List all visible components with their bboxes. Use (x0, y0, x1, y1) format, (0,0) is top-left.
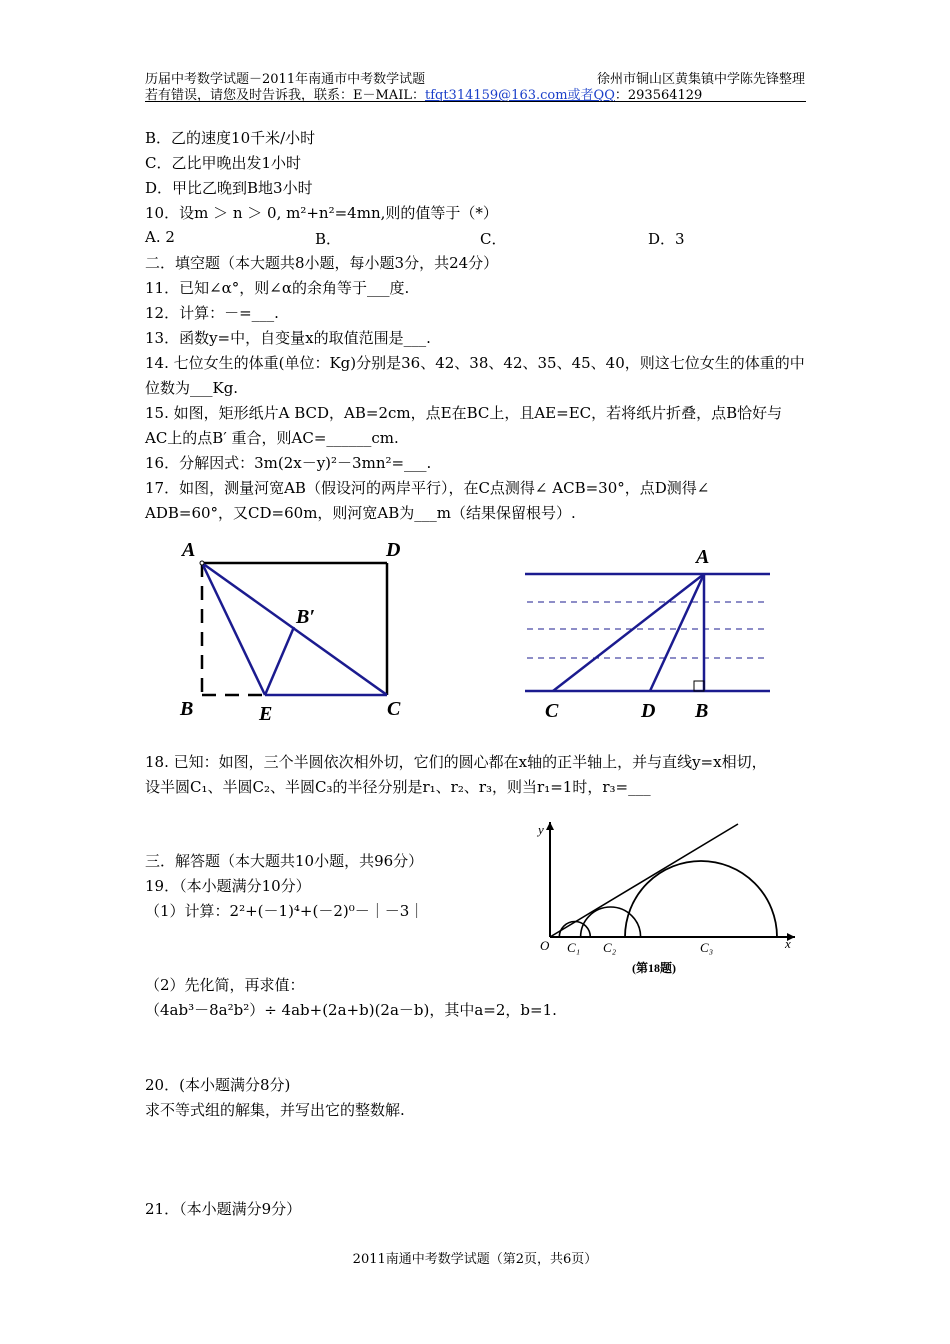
question-11: 11．已知∠α°，则∠α的余角等于___度. (145, 279, 410, 297)
question-19-2: （2）先化简，再求值： (145, 976, 305, 994)
option-c-line: C．乙比甲晚出发1小时 (145, 154, 302, 172)
email-link[interactable]: tfqt314159@163.com或者QQ (424, 88, 615, 103)
question-20: 20．(本小题满分8分) (145, 1076, 291, 1094)
q10-option-b: B． (315, 230, 342, 248)
question-17-cont: ADB=60°，又CD=60m，则河宽AB为___m（结果保留根号）. (145, 504, 576, 522)
page-footer: 2011南通中考数学试题（第2页，共6页） (352, 1252, 598, 1267)
question-16: 16．分解因式：3m(2x－y)²－3mn²=___. (145, 454, 432, 472)
question-19-2-expr: （4ab³－8a²b²）÷ 4ab+(2a+b)(2a－b)，其中a=2，b=1. (145, 1001, 557, 1019)
figure-18-semicircles (530, 812, 800, 982)
axis-x-label: x (785, 936, 791, 951)
question-14: 14. 七位女生的体重(单位：Kg)分别是36、42、38、42、35、45、40，则这七位女生的体重的中 (145, 354, 805, 372)
question-15-cont: AC上的点B′ 重合，则AC=______cm. (145, 429, 399, 447)
q10-option-a: A. 2 (145, 228, 175, 246)
qq-number: ：293564129 (614, 88, 703, 103)
label-c2: C₂ (603, 940, 617, 955)
question-21: 21．（本小题满分9分） (145, 1200, 302, 1218)
question-14-cont: 位数为___Kg. (145, 379, 239, 397)
question-18: 18. 已知：如图，三个半圆依次相外切，它们的圆心都在x轴的正半轴上，并与直线y=x相切， (145, 753, 767, 771)
figure-17-river (515, 540, 780, 725)
question-10: 10．设m ＞ n ＞ 0, m²+n²=4mn,则的值等于（*） (145, 204, 498, 222)
section-3-title: 三．解答题（本大题共10小题，共96分） (145, 852, 424, 870)
label-d: D (386, 539, 401, 561)
section-2-title: 二．填空题（本大题共8小题，每小题3分，共24分） (145, 254, 499, 272)
label-a: A (696, 546, 710, 568)
question-19-1: （1）计算：2²+(－1)⁴+(－2)⁰－｜－3｜ (145, 902, 425, 920)
label-c3: C₃ (700, 940, 714, 955)
option-d-line: D．甲比乙晚到B地3小时 (145, 179, 313, 197)
figure-15-rectangle (170, 535, 430, 730)
question-20-text: 求不等式组的解集，并写出它的整数解. (145, 1101, 405, 1119)
question-18-cont: 设半圆C₁、半圆C₂、半圆C₃的半径分别是r₁、r₂、r₃，则当r₁=1时，r₃=___ (145, 778, 651, 796)
label-c1: C₁ (567, 940, 581, 955)
option-b-line: B．乙的速度10千米/小时 (145, 129, 316, 147)
axis-y-label: y (538, 822, 544, 837)
contact-prefix: 若有错误，请您及时告诉我，联系：E－MAIL： (145, 88, 425, 103)
origin-label: O (540, 938, 550, 953)
question-12: 12．计算：－=___. (145, 304, 279, 322)
label-c: C (545, 700, 559, 722)
question-19: 19．（本小题满分10分） (145, 877, 311, 895)
label-c: C (387, 698, 401, 720)
label-b: B (695, 700, 709, 722)
figure-caption: (第18题) (632, 961, 676, 975)
question-17: 17．如图，测量河宽AB（假设河的两岸平行），在C点测得∠ ACB=30°，点D测得∠ (145, 479, 710, 497)
label-e: E (259, 703, 273, 725)
label-d: D (641, 700, 656, 722)
header-rule (145, 101, 806, 102)
label-a: A (182, 539, 196, 561)
header-left-title: 历届中考数学试题－2011年南通市中考数学试题 (145, 72, 426, 87)
label-b: B (180, 698, 194, 720)
question-15: 15. 如图，矩形纸片A BCD，AB=2cm，点E在BC上，且AE=EC，若将纸片折叠，点B恰好与 (145, 404, 783, 422)
q10-option-d: D．3 (648, 230, 685, 248)
q10-option-c: C． (480, 230, 507, 248)
question-13: 13．函数y=中，自变量x的取值范围是___. (145, 329, 431, 347)
header-right-title: 徐州市铜山区黄集镇中学陈先锋整理 (596, 72, 805, 87)
label-b-prime: B′ (296, 606, 315, 628)
